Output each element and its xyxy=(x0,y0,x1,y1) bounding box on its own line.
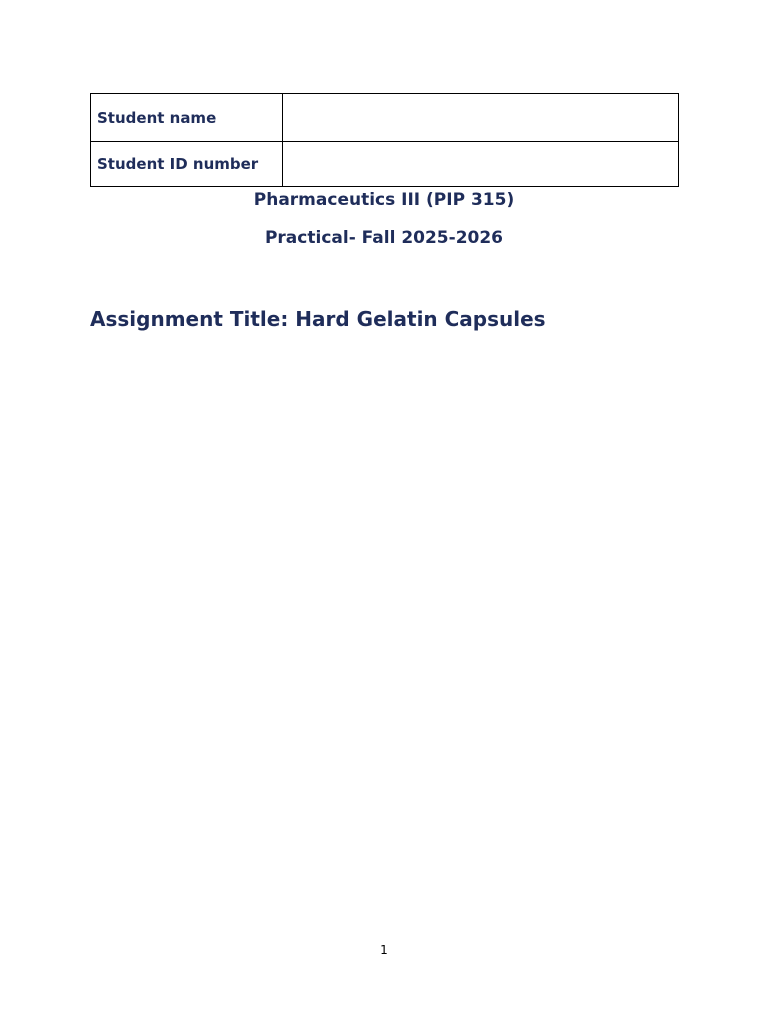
student-info-table xyxy=(90,93,679,187)
student-name-label: Student name xyxy=(91,94,283,142)
course-title: Pharmaceutics III (PIP 315) xyxy=(253,190,515,210)
assignment-title: Assignment Title: Hard Gelatin Capsules xyxy=(90,307,546,331)
student-id-label: Student ID number xyxy=(91,142,283,187)
term-title: Practical- Fall 2025-2026 xyxy=(264,228,504,248)
page-number: 1 xyxy=(380,943,388,957)
student-name-field[interactable] xyxy=(283,94,679,142)
student-id-row xyxy=(91,142,679,187)
student-id-field[interactable] xyxy=(283,142,679,187)
student-name-row xyxy=(91,94,679,142)
